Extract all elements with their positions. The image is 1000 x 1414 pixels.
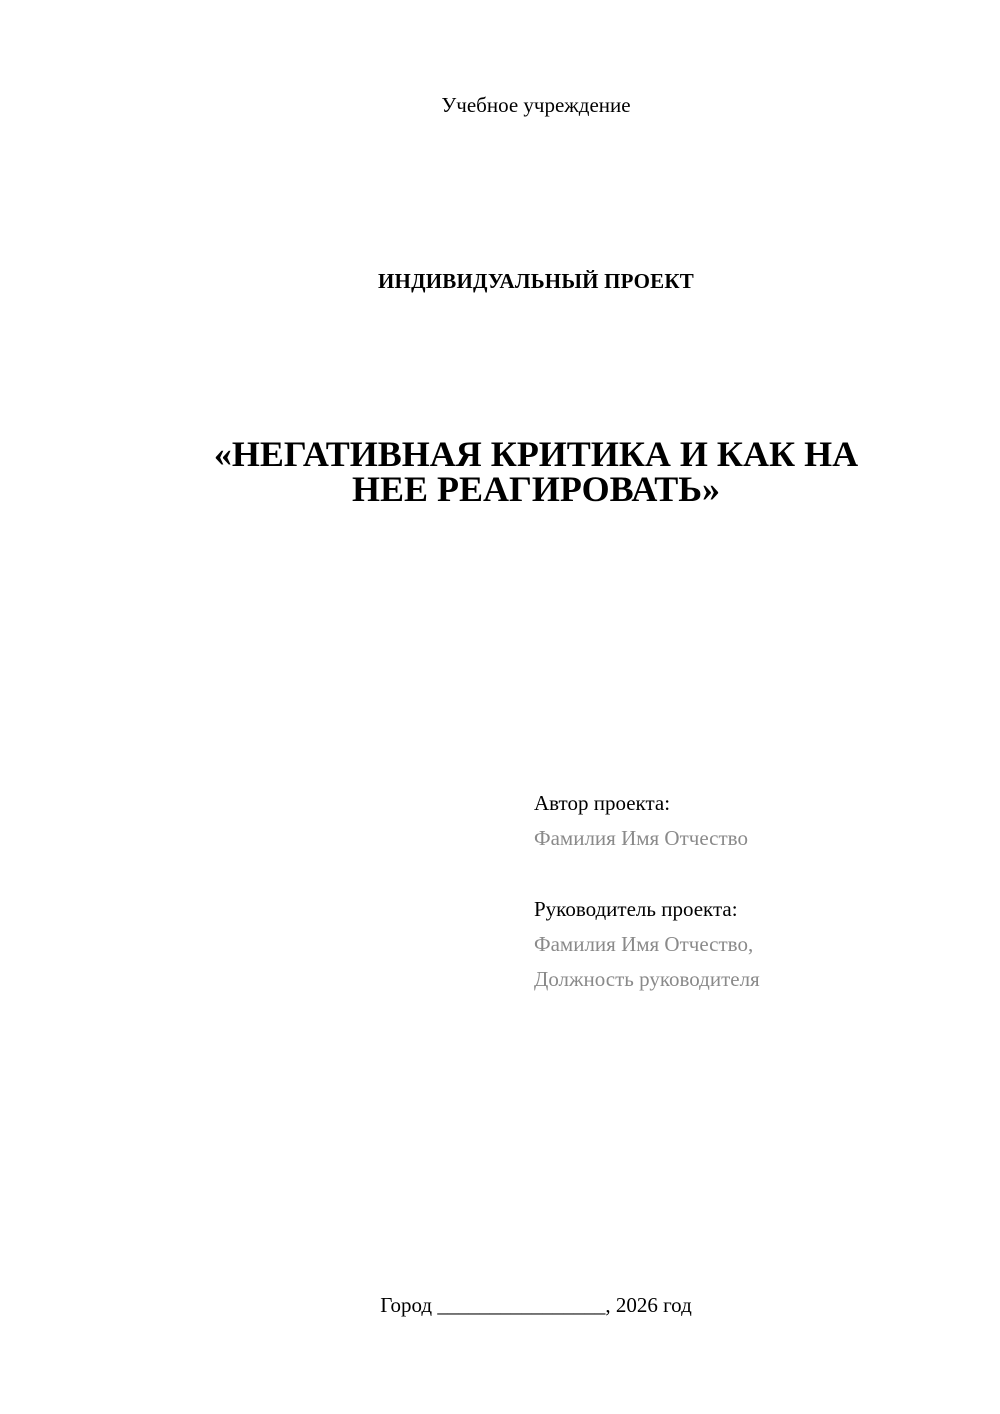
project-title-line-2: НЕЕ РЕАГИРОВАТЬ» xyxy=(351,469,721,509)
supervisor-name: Фамилия Имя Отчество, xyxy=(534,932,754,956)
credits-spacer xyxy=(534,856,974,892)
project-title-line-1: «НЕГАТИВНАЯ КРИТИКА И КАК НА xyxy=(213,434,859,474)
credits-block xyxy=(534,786,974,997)
project-type: ИНДИВИДУАЛЬНЫЙ ПРОЕКТ xyxy=(378,269,694,293)
project-title xyxy=(150,434,922,509)
city-year-line: Город ________________, 2026 год xyxy=(380,1293,692,1317)
supervisor-position: Должность руководителя xyxy=(534,967,760,991)
institution-name: Учебное учреждение xyxy=(441,93,631,117)
author-label: Автор проекта: xyxy=(534,791,671,815)
author-name: Фамилия Имя Отчество xyxy=(534,826,748,850)
supervisor-label: Руководитель проекта: xyxy=(534,897,738,921)
